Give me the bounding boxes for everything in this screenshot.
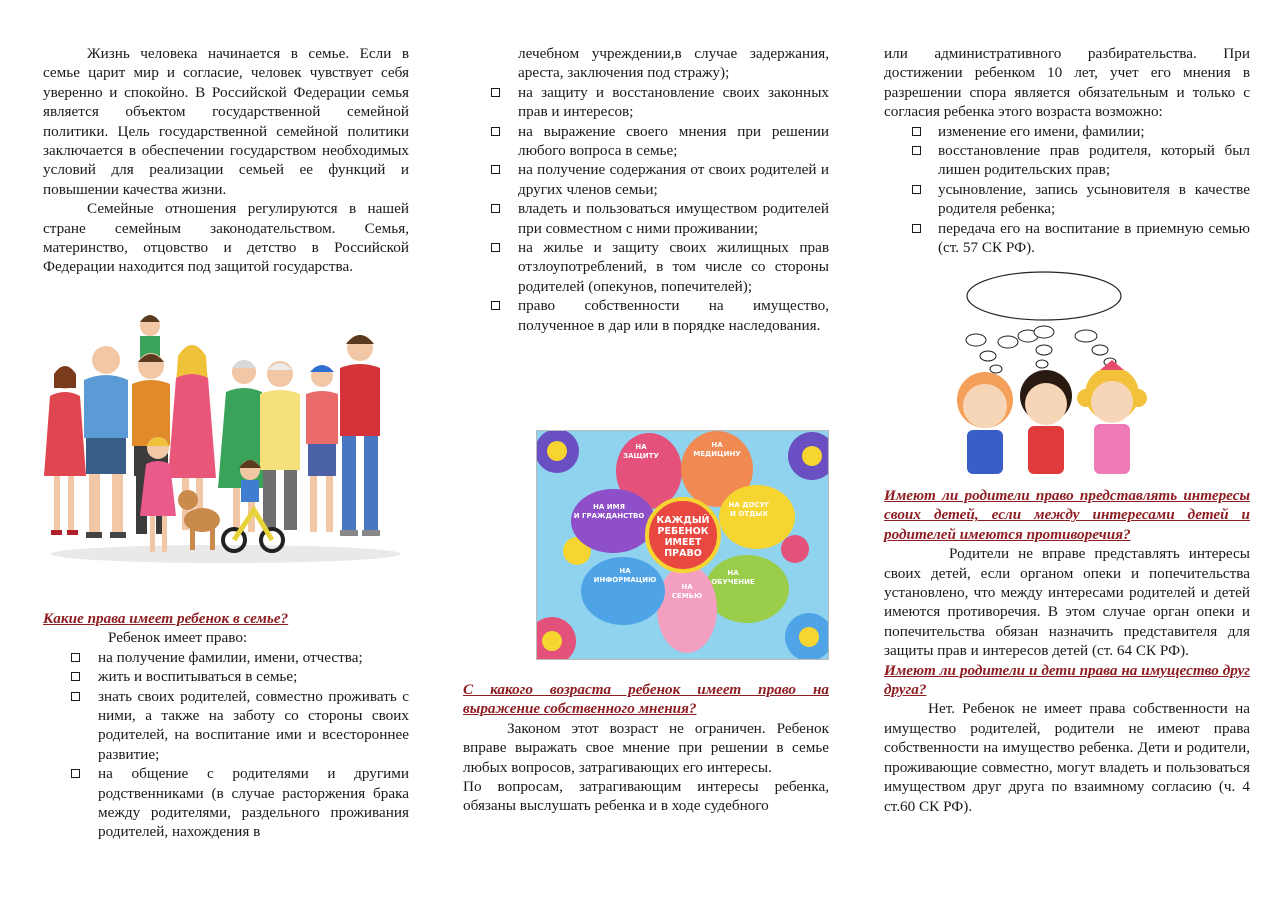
family-member-figure	[84, 346, 128, 538]
list-item: право собственности на имущество, полученное в дар или в порядке наследования.	[463, 296, 829, 335]
center-line: КАЖДЫЙ	[656, 515, 710, 526]
petal-label: НА	[681, 583, 693, 591]
age-paragraph-2: По вопросам, затрагивающим интересы ребенка, обязаны выслушать ребенка и в ходе судебного	[463, 778, 829, 815]
petal-label: ОБУЧЕНИЕ	[711, 578, 755, 586]
rights-list-2	[463, 83, 829, 335]
child-figure	[1077, 360, 1147, 474]
poster-center-badge	[647, 499, 719, 571]
center-line: РЕБЕНОК	[657, 526, 709, 537]
family-member-figure	[306, 365, 338, 532]
center-line: ИМЕЕТ	[664, 537, 702, 548]
family-member-figure	[44, 366, 86, 535]
petal-label: НА	[635, 443, 647, 451]
questions-section	[884, 486, 1250, 816]
question-heading-1: Имеют ли родители право представлять интересы своих детей, если между интересами детей и родителей имеются противоречия?	[884, 487, 1250, 543]
age-paragraph-1: Законом этот возраст не ограничен. Ребенок вправе выражать свое мнение при решении в семье любых вопросов, затрагивающих его интересы.	[463, 719, 829, 776]
question-answer-2: Нет. Ребенок не имеет права собственности на имущество родителей, родители не имеют права собственности на имущество ребенка. Дети и родители, проживающие совместно, могут владеть и пользоваться имуществом друг друга по взаимному согласию (ч. 4 ст.60 СК РФ).	[884, 700, 1250, 815]
list-item: изменение его имени, фамилии;	[884, 122, 1250, 141]
question-answer-1: Родители не вправе представлять интересы своих детей, если органом опеки и попечительства установлено, что между интересами родителей и детей имеются противоречия. В этом случае орган опеки и попечительства обязан назначить представителя для защиты прав и интересов детей (ст. 64 СК РФ).	[884, 545, 1250, 660]
age-heading: С какого возраста ребенок имеет право на выражение собственного мнения?	[463, 681, 829, 718]
petal-label: НА ДОСУГ	[728, 501, 770, 509]
petal-label: НА	[711, 441, 723, 449]
continued-text: или административного разбирательства. При достижении ребенком 10 лет, учет его мнения в разрешении спора является обязательным и только с согласия ребенка этого возраста возможно:	[884, 45, 1250, 121]
petal-label: ЗАЩИТУ	[623, 452, 659, 460]
column-left	[43, 44, 409, 277]
thinking-children-illustration	[940, 270, 1180, 476]
column-right	[884, 44, 1250, 257]
petal-label: НА	[727, 569, 739, 577]
age-section	[463, 680, 829, 816]
petal-label: МЕДИЦИНУ	[693, 450, 741, 458]
list-item: на получение содержания от своих родителей и других членов семьи;	[463, 160, 829, 199]
family-member-figure	[260, 361, 300, 530]
continued-text: лечебном учреждении,в случае задержания, ареста, заключения под стражу);	[518, 45, 829, 82]
list-item: на защиту и восстановление своих законных прав и интересов;	[463, 83, 829, 122]
intro-paragraph-1: Жизнь человека начинается в семье. Если в семье царит мир и согласие, человек чувствует себя уверенно и спокойно. В Российской Федерации семья является объектом государственной семейной политики. Цель государственной семейной политики заключается в обеспечении государством необходимых условий для реализации семьей ее функций и повышении качества жизни.	[43, 45, 409, 198]
rights-section	[43, 609, 409, 842]
petal-label: И ГРАЖДАНСТВО	[573, 512, 645, 520]
petal-label: СЕМЬЮ	[671, 592, 703, 600]
list-item: жить и воспитываться в семье;	[43, 667, 409, 686]
list-item: на получение фамилии, имени, отчества;	[43, 648, 409, 667]
child-rights-poster	[536, 430, 829, 660]
child-figure	[1020, 370, 1072, 474]
rights-heading: Какие права имеет ребенок в семье?	[43, 610, 289, 627]
list-item: знать своих родителей, совместно проживать с ними, а также на заботу со стороны своих родителей, на воспитание ими и всестороннее развитие;	[43, 687, 409, 765]
rights-list-1	[43, 648, 409, 842]
column-middle	[463, 44, 829, 335]
consent-list	[884, 122, 1250, 258]
list-item: на общение с родителями и другими родственниками (в случае расторжения брака между родителями, раздельного проживания родителей, нахождения в	[43, 764, 409, 842]
center-line: ПРАВО	[664, 548, 702, 559]
list-item: владеть и пользоваться имуществом родителей при совместном с ними проживании;	[463, 199, 829, 238]
family-illustration	[40, 308, 412, 568]
list-item: на жилье и защиту своих жилищных прав отзлоупотреблений, в том числе со стороны родителей (опекунов, попечителей);	[463, 238, 829, 296]
petal-label: НА	[619, 567, 631, 575]
child-figure	[957, 372, 1013, 474]
family-member-figure	[340, 335, 380, 536]
list-item: на выражение своего мнения при решении любого вопроса в семье;	[463, 122, 829, 161]
petal-label: НА ИМЯ	[593, 503, 625, 511]
list-item: усыновление, запись усыновителя в качестве родителя ребенка;	[884, 180, 1250, 219]
petal-label: ИНФОРМАЦИЮ	[593, 576, 657, 584]
list-item: восстановление прав родителя, который был лишен родительских прав;	[884, 141, 1250, 180]
question-heading-2: Имеют ли родители и дети права на имущество друг друга?	[884, 661, 1250, 699]
intro-paragraph-2: Семейные отношения регулируются в нашей стране семейным законодательством. Семья, материнство, отцовство и детство в Российской Федерации находится под защитой государства.	[43, 200, 409, 276]
rights-lead: Ребенок имеет право:	[108, 629, 248, 647]
petal-label: И ОТДЫХ	[730, 510, 768, 518]
list-item: передача его на воспитание в приемную семью (ст. 57 СК РФ).	[884, 219, 1250, 258]
